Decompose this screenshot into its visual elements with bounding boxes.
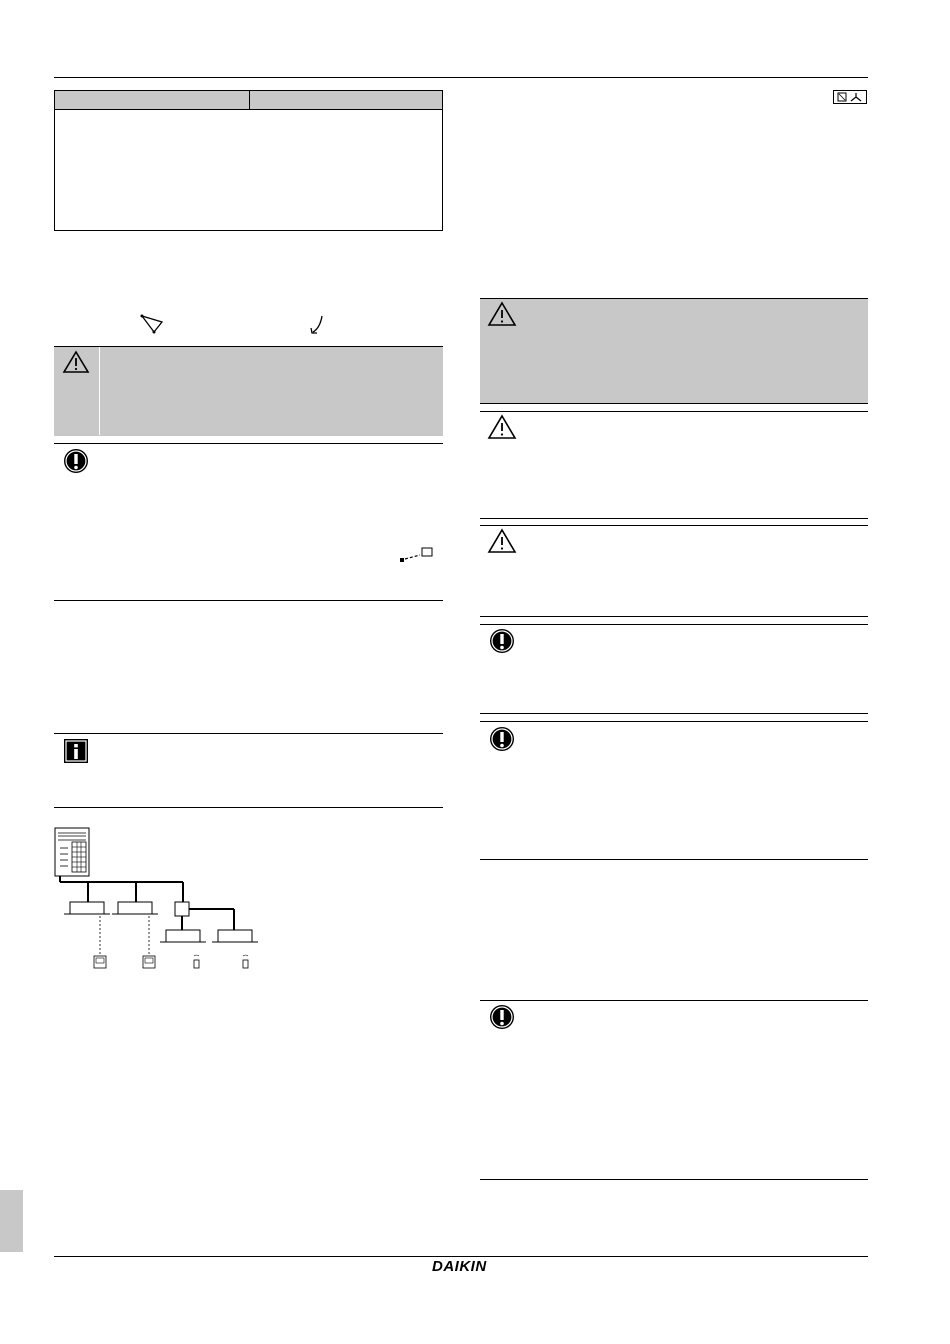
unit-type-mark [833,90,867,104]
warning-triangle-icon [487,414,517,440]
warning-block [54,346,443,436]
table-body [54,110,443,231]
divider-rule [480,411,868,412]
curve-arrow-icon [308,314,326,336]
divider-rule [480,616,868,617]
divider-rule [54,807,443,808]
divider-rule [480,859,868,860]
warning-triangle-icon [487,528,517,554]
pipe-bend-icon [138,312,168,336]
table-header [54,90,443,110]
daikin-logo: DAIKIN [432,1258,487,1275]
exclamation-circle-icon [488,725,516,753]
divider-rule [54,600,443,601]
divider-rule [54,733,443,734]
information-icon [62,737,90,765]
divider-rule [480,1179,868,1180]
exclamation-circle-icon [488,627,516,655]
divider-rule [480,721,868,722]
warning-block-divider [99,347,100,435]
system-wiring-diagram [54,826,274,976]
side-section-tab [0,1190,23,1252]
divider-rule [54,443,443,444]
divider-rule [480,713,868,714]
divider-rule [480,624,868,625]
exclamation-circle-icon [62,447,90,475]
divider-rule [480,518,868,519]
divider-rule [480,1000,868,1001]
divider-rule [480,525,868,526]
footer-rule [54,1256,868,1257]
warning-triangle-icon [487,301,517,327]
header-rule [54,77,868,78]
warning-triangle-icon [62,350,90,374]
exclamation-circle-icon [488,1003,516,1031]
danger-block [480,298,868,404]
remote-connection-icon [398,545,436,565]
